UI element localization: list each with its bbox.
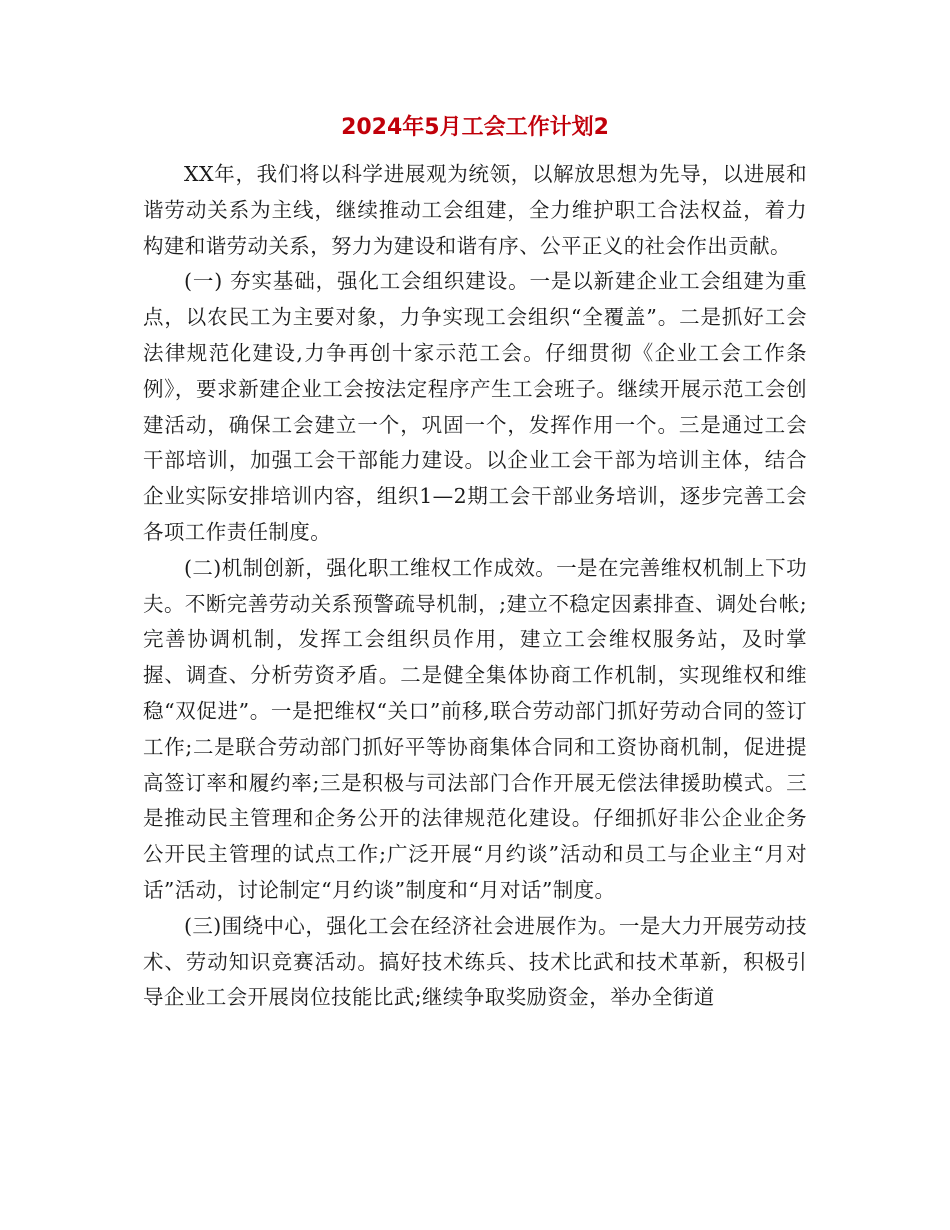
paragraph-intro: XX年，我们将以科学进展观为统领，以解放思想为先导，以进展和谐劳动关系为主线，继续推动工会组建，全力维护职工合法权益，着力构建和谐劳动关系，努力为建设和谐有序、公平正义的社会作出贡献。: [143, 162, 807, 258]
paragraph-section-2: (二)机制创新，强化职工维权工作成效。一是在完善维权机制上下功夫。不断完善劳动关系预警疏导机制，;建立不稳定因素排查、调处台帐;完善协调机制，发挥工会组织员作用，建立工会维权服务站，及时掌握、调查、分析劳资矛盾。二是健全集体协商工作机制，实现维权和维稳“双促进”。一是把维权“关口”前移,联合劳动部门抓好劳动合同的签订工作;二是联合劳动部门抓好平等协商集体合同和工资协商机制，促进提高签订率和履约率;三是积极与司法部门合作开展无偿法律援助模式。三是推动民主管理和企务公开的法律规范化建设。仔细抓好非公企业企务公开民主管理的试点工作;广泛开展“月约谈”活动和员工与企业主“月对话”活动，讨论制定“月约谈”制度和“月对话”制度。: [143, 555, 807, 902]
paragraph-section-3: (三)围绕中心，强化工会在经济社会进展作为。一是大力开展劳动技术、劳动知识竞赛活动。搞好技术练兵、技术比武和技术革新，积极引导企业工会开展岗位技能比武;继续争取奖励资金，举办全街道: [143, 913, 807, 1010]
document-body: [143, 157, 807, 1016]
paragraph-section-1: (一) 夯实基础，强化工会组织建设。一是以新建企业工会组建为重点，以农民工为主要对象，力争实现工会组织“全覆盖”。二是抓好工会法律规范化建设,力争再创十家示范工会。仔细贯彻《企业工会工作条例》，要求新建企业工会按法定程序产生工会班子。继续开展示范工会创建活动，确保工会建立一个，巩固一个，发挥作用一个。三是通过工会干部培训，加强工会干部能力建设。以企业工会干部为培训主体，结合企业实际安排培训内容，组织1—2期工会干部业务培训，逐步完善工会各项工作责任制度。: [143, 269, 807, 544]
document-title: 2024年5月工会工作计划2: [341, 115, 609, 140]
